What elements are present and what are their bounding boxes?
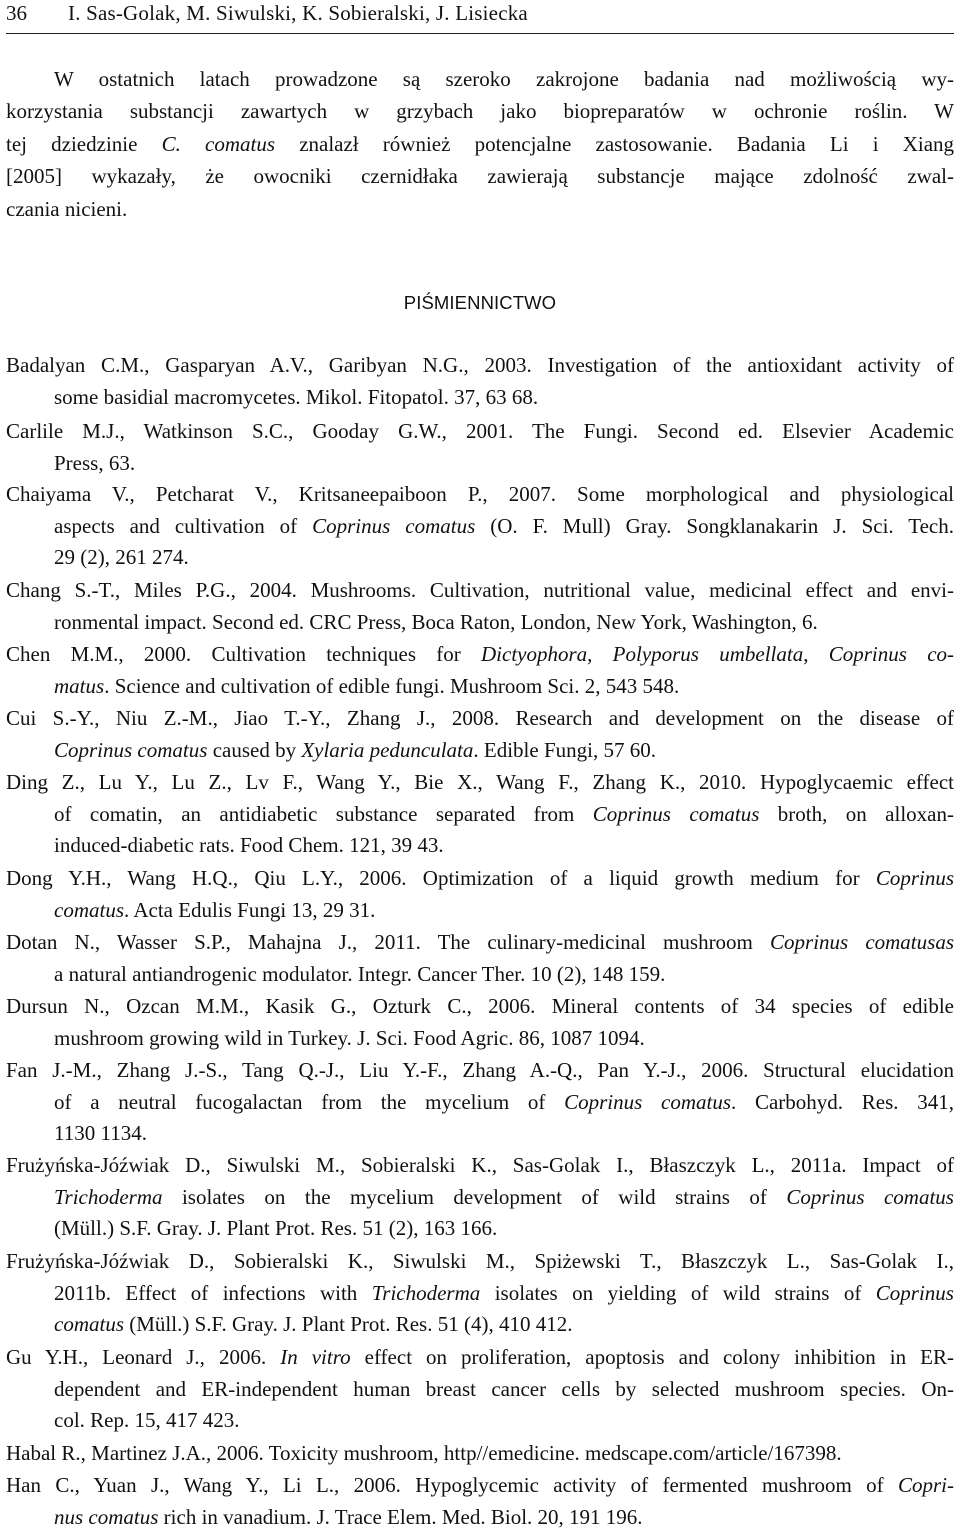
text-run: Dotan N., Wasser S.P., Mahajna J., 2011. The culinary-medicinal mushroom (6, 930, 771, 954)
species-name: Coprinus comatus (312, 514, 476, 538)
species-name: Dictyophora, Polyporus umbellata (481, 642, 804, 666)
reference-line (6, 639, 954, 669)
species-name: Trichoderma (54, 1185, 163, 1209)
reference-line: (Müll.) S.F. Gray. J. Plant Prot. Res. 51 (2), 163 166. (54, 1216, 498, 1240)
reference-line (54, 1087, 954, 1117)
intro-line: W ostatnich latach prowadzone są szeroko zakrojone badania nad możliwością wy- (54, 67, 954, 91)
reference-line: Frużyńska-Jóźwiak D., Sobieralski K., Siwulski M., Spiżewski T., Błaszczyk L., Sas-Golak I., (6, 1249, 954, 1273)
header-rule (6, 33, 954, 34)
text-run: , (803, 642, 829, 666)
species-name: comatus (54, 1312, 124, 1336)
reference-line: induced-diabetic rats. Food Chem. 121, 39 43. (54, 833, 444, 857)
section-title: PIŚMIENNICTWO (403, 292, 557, 313)
species-name: Coprinus co- (828, 642, 954, 666)
text-run: aspects and cultivation of (54, 514, 313, 538)
reference-line (54, 1502, 643, 1532)
reference-line: Chaiyama V., Petcharat V., Kritsaneepaiboon P., 2007. Some morphological and physiological (6, 482, 954, 506)
species-name: C. comatus (161, 131, 276, 156)
reference-line (6, 1342, 954, 1372)
reference-line: Dursun N., Ozcan M.M., Kasik G., Ozturk C., 2006. Mineral contents of 34 species of edible (6, 994, 954, 1018)
species-name: Coprinus (875, 1281, 954, 1305)
reference-line: some basidial macromycetes. Mikol. Fitopatol. 37, 63 68. (54, 385, 539, 409)
text-run: . Science and cultivation of edible fungi. Mushroom Sci. 2, 543 548. (104, 674, 680, 698)
running-head-authors: I. Sas-Golak, M. Siwulski, K. Sobieralski, J. Lisiecka (68, 1, 528, 25)
reference-line (6, 863, 954, 893)
reference-line: ronmental impact. Second ed. CRC Press, Boca Raton, London, New York, Washington, 6. (54, 610, 818, 634)
reference-line: Press, 63. (54, 451, 136, 475)
species-name: Coprinus comatus (592, 802, 760, 826)
species-name: Coprinus comatus (564, 1090, 731, 1114)
reference-line: Cui S.-Y., Niu Z.-M., Jiao T.-Y., Zhang J., 2008. Research and development on the disease of (6, 706, 954, 730)
species-name: In vitro (280, 1345, 351, 1369)
reference-line (54, 1278, 954, 1308)
reference-line (54, 511, 954, 541)
running-head (6, 0, 954, 26)
reference-line (54, 671, 679, 701)
reference-line: dependent and ER-independent human breast cancer cells by selected mushroom species. On- (54, 1377, 954, 1401)
reference-line: Badalyan C.M., Gasparyan A.V., Garibyan N.G., 2003. Investigation of the antioxidant activity of (6, 353, 954, 377)
text-run: tej dziedzinie (6, 131, 162, 156)
text-run: broth, on alloxan- (759, 802, 954, 826)
text-run: Chen M.M., 2000. Cultivation techniques for (6, 642, 481, 666)
species-name: Coprinus (875, 866, 954, 890)
reference-line: Carlile M.J., Watkinson S.C., Gooday G.W., 2001. The Fungi. Second ed. Elsevier Academic (6, 419, 954, 443)
reference-line (54, 799, 954, 829)
reference-line: a natural antiandrogenic modulator. Integr. Cancer Ther. 10 (2), 148 159. (54, 962, 666, 986)
text-run: isolates on yielding of wild strains of (480, 1281, 876, 1305)
reference-line (6, 1470, 954, 1500)
text-run: Han C., Yuan J., Wang Y., Li L., 2006. Hypoglycemic activity of fermented mushroom of (6, 1473, 898, 1497)
intro-line: czania nicieni. (6, 196, 128, 221)
intro-line (6, 128, 954, 160)
reference-line: Habal R., Martinez J.A., 2006. Toxicity mushroom, http//emedicine. medscape.com/article/167398. (6, 1441, 842, 1465)
text-run: . Edible Fungi, 57 60. (473, 738, 656, 762)
reference-line (54, 895, 375, 925)
species-name: Coprinus comatus (54, 738, 208, 762)
text-run: . Carbohyd. Res. 341, (731, 1090, 954, 1114)
reference-line (54, 735, 656, 765)
reference-line (6, 927, 954, 957)
species-name: Xylaria pedunculata (301, 738, 474, 762)
species-name: Copri- (897, 1473, 954, 1497)
page-number: 36 (6, 1, 27, 25)
reference-line: Ding Z., Lu Y., Lu Z., Lv F., Wang Y., Bie X., Wang F., Zhang K., 2010. Hypoglycaemic effect (6, 770, 954, 794)
text-run: of a neutral fucogalactan from the mycelium of (54, 1090, 565, 1114)
text-run: . Acta Edulis Fungi 13, 29 31. (124, 898, 376, 922)
reference-line: mushroom growing wild in Turkey. J. Sci. Food Agric. 86, 1087 1094. (54, 1026, 645, 1050)
species-name: nus comatus (54, 1505, 159, 1529)
reference-line: Fan J.-M., Zhang J.-S., Tang Q.-J., Liu Y.-F., Zhang A.-Q., Pan Y.-J., 2006. Structural elucidation (6, 1058, 954, 1082)
species-name: comatus (54, 898, 124, 922)
text-run: Dong Y.H., Wang H.Q., Qiu L.Y., 2006. Optimization of a liquid growth medium for (6, 866, 876, 890)
reference-line (54, 1309, 572, 1339)
text-run: (O. F. Mull) Gray. Songklanakarin J. Sci. Tech. (475, 514, 954, 538)
text-run: Gu Y.H., Leonard J., 2006. (6, 1345, 281, 1369)
reference-line: col. Rep. 15, 417 423. (54, 1408, 240, 1432)
species-name: Trichoderma (371, 1281, 481, 1305)
text-run: rich in vanadium. J. Trace Elem. Med. Biol. 20, 191 196. (158, 1505, 643, 1529)
text-run: isolates on the mycelium development of wild strains of (162, 1185, 787, 1209)
intro-line: [2005] wykazały, że owocniki czernidłaka zawierają substancje mające zdolność zwal- (6, 164, 954, 189)
reference-line: 1130 1134. (54, 1121, 147, 1145)
text-run: caused by (207, 738, 302, 762)
text-run: effect on proliferation, apoptosis and colony inhibition in ER- (350, 1345, 954, 1369)
species-name: Coprinus comatus (786, 1185, 954, 1209)
reference-line: Chang S.-T., Miles P.G., 2004. Mushrooms. Cultivation, nutritional value, medicinal effect and envi- (6, 578, 954, 602)
text-run: (Müll.) S.F. Gray. J. Plant Prot. Res. 51 (4), 410 412. (124, 1312, 573, 1336)
text-run: of comatin, an antidiabetic substance separated from (54, 802, 593, 826)
intro-line: korzystania substancji zawartych w grzybach jako biopreparatów w ochronie roślin. W (6, 99, 954, 124)
text-run: znalazł również potencjalne zastosowanie. Badania Li i Xiang (275, 131, 954, 156)
reference-line (54, 1182, 954, 1212)
intro-paragraph (6, 63, 954, 225)
reference-line: Frużyńska-Jóźwiak D., Siwulski M., Sobieralski K., Sas-Golak I., Błaszczyk L., 2011a. Impact of (6, 1153, 954, 1177)
species-name: Coprinus comatusas (770, 930, 954, 954)
reference-line: 29 (2), 261 274. (54, 545, 189, 569)
text-run: 2011b. Effect of infections with (54, 1281, 372, 1305)
species-name: matus (54, 674, 105, 698)
